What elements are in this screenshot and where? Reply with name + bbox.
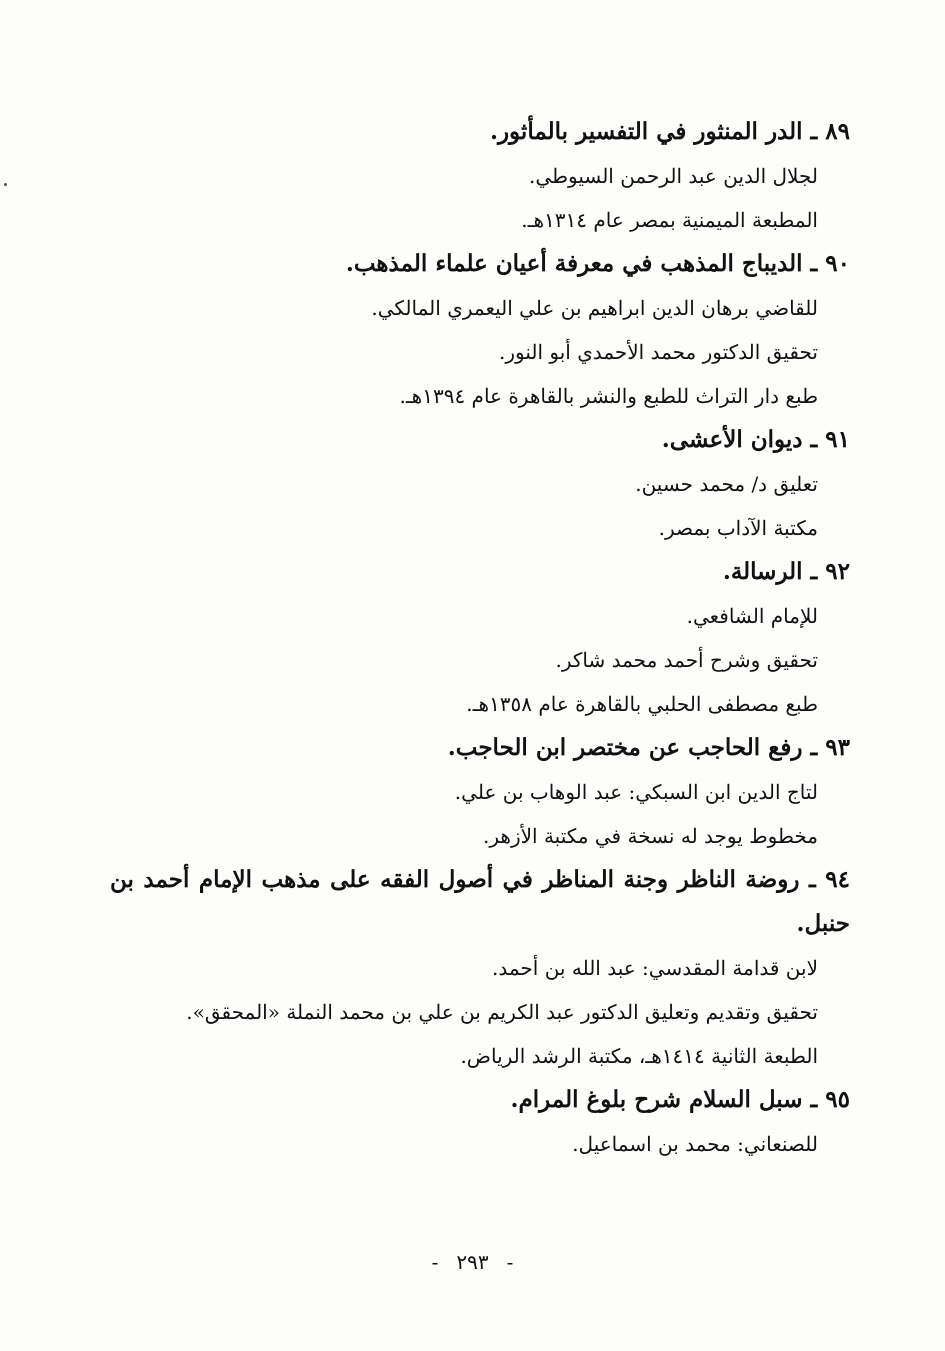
entry-author: للقاضي برهان الدين ابراهيم بن علي اليعمري المالكي.: [371, 296, 818, 320]
page-number-dash: -: [431, 1250, 439, 1274]
entry-author: لتاج الدين ابن السبكي: عبد الوهاب بن علي.: [454, 780, 818, 804]
entry-editor: تحقيق وتقديم وتعليق الدكتور عبد الكريم بن علي بن محمد النملة «المحقق».: [186, 1000, 818, 1024]
entry-publisher: طبع دار التراث للطبع والنشر بالقاهرة عام ١٣٩٤هـ.: [399, 384, 818, 408]
entry-note: مخطوط يوجد له نسخة في مكتبة الأزهر.: [483, 824, 818, 848]
entry-title: ٩٢ ـ الرسالة.: [722, 558, 850, 585]
bibliography-list: [110, 110, 850, 1166]
bibliography-entry-90: [110, 242, 850, 418]
bibliography-entry-92: [110, 550, 850, 726]
entry-title: ٨٩ ـ الدر المنثور في التفسير بالمأثور.: [489, 118, 850, 145]
bibliography-entry-89: [110, 110, 850, 242]
entry-publisher: الطبعة الثانية ١٤١٤هـ، مكتبة الرشد الرياض.: [460, 1044, 818, 1068]
entry-title: ٩٣ ـ رفع الحاجب عن مختصر ابن الحاجب.: [447, 734, 850, 761]
entry-author: للإمام الشافعي.: [686, 604, 818, 628]
page-number: [0, 1250, 945, 1274]
entry-publisher: مكتبة الآداب بمصر.: [658, 516, 818, 540]
entry-publisher: طبع مصطفى الحلبي بالقاهرة عام ١٣٥٨هـ.: [466, 692, 818, 716]
entry-editor: تحقيق الدكتور محمد الأحمدي أبو النور.: [498, 340, 818, 364]
entry-author: لابن قدامة المقدسي: عبد الله بن أحمد.: [492, 956, 818, 980]
bibliography-entry-94: [110, 858, 850, 1078]
bibliography-entry-91: [110, 418, 850, 550]
entry-author: لجلال الدين عبد الرحمن السيوطي.: [529, 164, 818, 188]
bibliography-entry-95: [110, 1078, 850, 1166]
bibliography-entry-93: [110, 726, 850, 858]
page-number-dash: -: [506, 1250, 514, 1274]
entry-editor: تحقيق وشرح أحمد محمد شاكر.: [555, 648, 818, 672]
entry-author: للصنعاني: محمد بن اسماعيل.: [572, 1132, 818, 1156]
entry-title: ٩٤ ـ روضة الناظر وجنة المناظر في أصول الفقه على مذهب الإمام أحمد بن حنبل.: [110, 866, 850, 937]
entry-publisher: المطبعة الميمنية بمصر عام ١٣١٤هـ.: [521, 208, 818, 232]
entry-editor: تعليق د/ محمد حسين.: [635, 472, 818, 496]
entry-title: ٩٠ ـ الديباج المذهب في معرفة أعيان علماء المذهب.: [345, 250, 850, 277]
scan-speck: [4, 183, 7, 186]
entry-title: ٩٥ ـ سبل السلام شرح بلوغ المرام.: [510, 1086, 850, 1113]
entry-title: ٩١ ـ ديوان الأعشى.: [661, 426, 850, 453]
page-number-value: ٢٩٣: [456, 1250, 489, 1274]
